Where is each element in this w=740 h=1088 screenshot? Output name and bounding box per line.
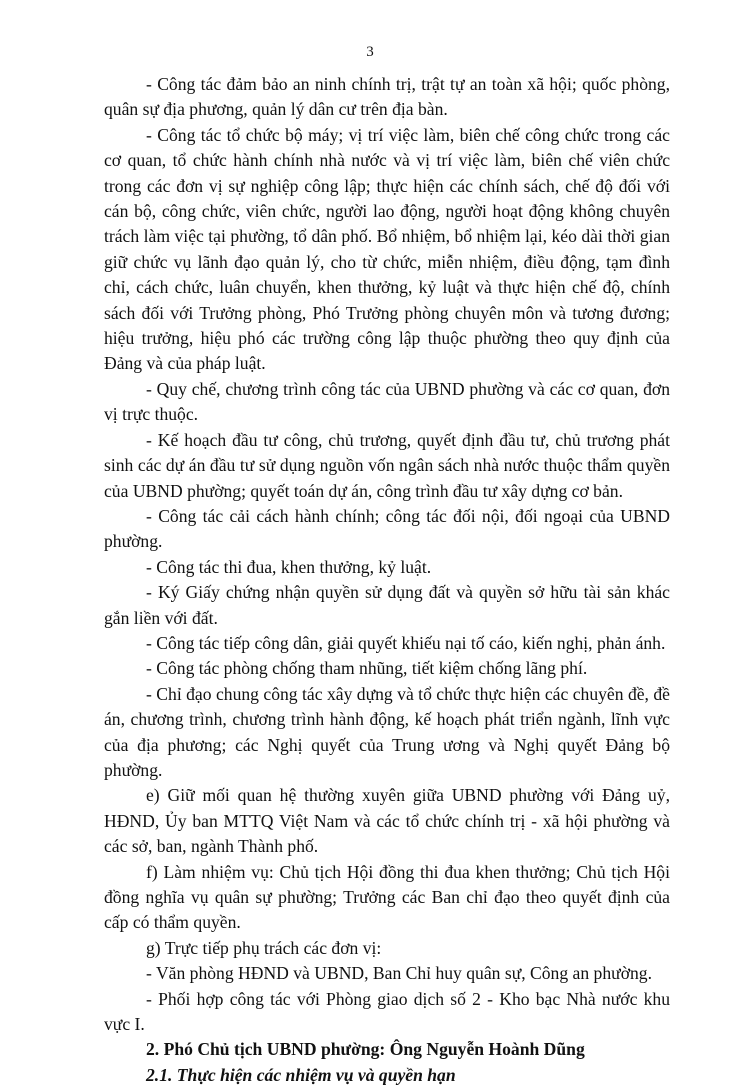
paragraph: - Văn phòng HĐND và UBND, Ban Chỉ huy quân sự, Công an phường. xyxy=(146,963,652,984)
document-body xyxy=(104,72,670,1088)
paragraph: - Công tác tổ chức bộ máy; vị trí việc làm, biên chế công chức trong các cơ quan, tổ chức hành chính nhà nước và vị trí việc làm, biên chế viên chức trong các đơn vị sự nghiệp công lập; thực hiện các chính sách, chế độ đối với cán bộ, công chức, viên chức, người lao động, người hoạt động không chuyên trách làm việc tại phường, tổ dân phố. Bổ nhiệm, bổ nhiệm lại, kéo dài thời gian giữ chức vụ lãnh đạo quản lý, cho từ chức, miễn nhiệm, điều động, tạm đình chỉ, cách chức, luân chuyển, khen thưởng, kỷ luật và thực hiện chế độ, chính sách đối với Trưởng phòng, Phó Trưởng phòng chuyên môn và tương đương; hiệu trưởng, hiệu phó các trường công lập thuộc phường theo quy định của Đảng và của pháp luật. xyxy=(104,124,670,374)
paragraph: - Công tác phòng chống tham nhũng, tiết kiệm chống lãng phí. xyxy=(146,658,588,679)
paragraph: f) Làm nhiệm vụ: Chủ tịch Hội đồng thi đua khen thưởng; Chủ tịch Hội đồng nghĩa vụ quân sự phường; Trưởng các Ban chỉ đạo theo quyết định của cấp có thẩm quyền. xyxy=(104,861,670,933)
paragraph: - Ký Giấy chứng nhận quyền sử dụng đất và quyền sở hữu tài sản khác gắn liền với đất. xyxy=(104,582,670,628)
page-number: 3 xyxy=(366,44,374,60)
paragraph: g) Trực tiếp phụ trách các đơn vị: xyxy=(146,937,382,958)
paragraph: - Kế hoạch đầu tư công, chủ trương, quyết định đầu tư, chủ trương phát sinh các dự án đầu tư sử dụng nguồn vốn ngân sách nhà nước thuộc thẩm quyền của UBND phường; quyết toán dự án, công trình đầu tư xây dựng cơ bản. xyxy=(104,429,670,501)
paragraph: - Công tác tiếp công dân, giải quyết khiếu nại tố cáo, kiến nghị, phản ánh. xyxy=(146,632,666,653)
paragraph: - Phối hợp công tác với Phòng giao dịch số 2 - Kho bạc Nhà nước khu vực I. xyxy=(104,988,670,1035)
paragraph: - Chỉ đạo chung công tác xây dựng và tổ chức thực hiện các chuyên đề, đề án, chương trình, chương trình hành động, kế hoạch phát triển ngành, lĩnh vực của địa phương; các Nghị quyết của Trung ương và Nghị quyết Đảng bộ phường. xyxy=(104,683,670,780)
paragraph: - Công tác cải cách hành chính; công tác đối nội, đối ngoại của UBND phường. xyxy=(104,505,670,552)
subsection-heading: 2.1. Thực hiện các nhiệm vụ và quyền hạn xyxy=(146,1064,456,1085)
paragraph: - Công tác đảm bảo an ninh chính trị, trật tự an toàn xã hội; quốc phòng, quân sự địa phương, quản lý dân cư trên địa bàn. xyxy=(104,74,670,120)
paragraph: - Công tác thi đua, khen thưởng, kỷ luật. xyxy=(146,556,432,577)
section-heading: 2. Phó Chủ tịch UBND phường: Ông Nguyễn Hoành Dũng xyxy=(146,1039,585,1060)
paragraph: e) Giữ mối quan hệ thường xuyên giữa UBND phường với Đảng uỷ, HĐND, Ủy ban MTTQ Việt Nam và các tổ chức chính trị - xã hội phường và các sở, ban, ngành Thành phố. xyxy=(104,785,670,857)
paragraph: - Quy chế, chương trình công tác của UBND phường và các cơ quan, đơn vị trực thuộc. xyxy=(104,378,670,425)
